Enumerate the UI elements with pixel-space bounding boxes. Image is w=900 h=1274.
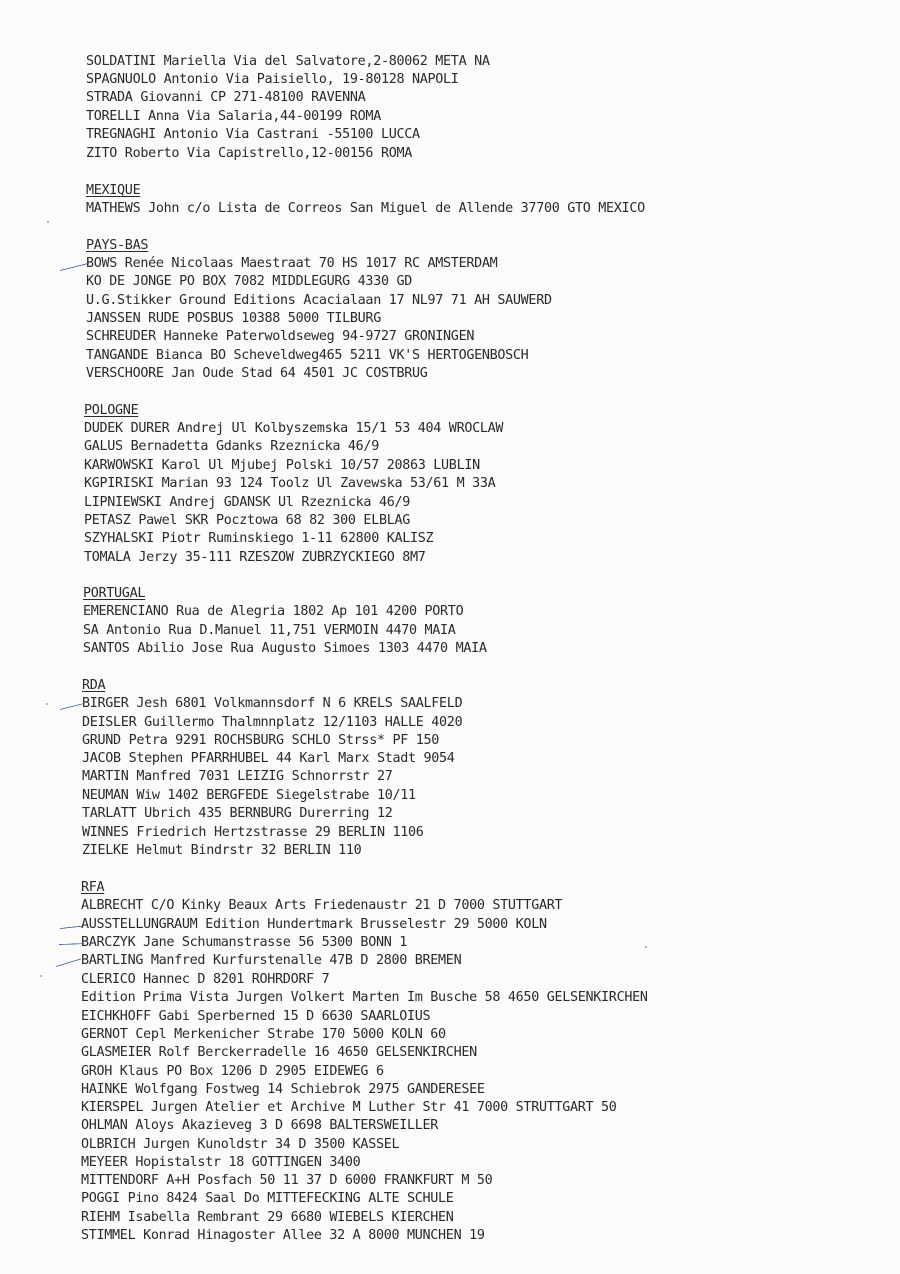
address-entry: TARLATT Ubrich 435 BERNBURG Durerring 12 (82, 806, 393, 821)
address-entry: SZYHALSKI Piotr Ruminskiego 1-11 62800 KALISZ (84, 531, 434, 546)
section-heading-mexique: MEXIQUE (86, 183, 141, 198)
pen-tick-mark (56, 958, 81, 967)
address-entry: GALUS Bernadetta Gdanks Rzeznicka 46/9 (84, 439, 379, 454)
address-entry: WINNES Friedrich Hertzstrasse 29 BERLIN 1106 (82, 825, 424, 840)
section-heading-pologne: POLOGNE (84, 403, 139, 418)
address-entry: PETASZ Pawel SKR Pocztowa 68 82 300 ELBLAG (84, 513, 410, 528)
paper-speck (46, 703, 48, 705)
paper-speck (645, 946, 647, 948)
address-entry: OLBRICH Jurgen Kunoldstr 34 D 3500 KASSEL (81, 1137, 400, 1152)
address-entry: MEYEER Hopistalstr 18 GOTTINGEN 3400 (81, 1155, 361, 1170)
address-entry: TORELLI Anna Via Salaria,44-00199 ROMA (86, 109, 381, 124)
address-entry: LIPNIEWSKI Andrej GDANSK Ul Rzeznicka 46/9 (84, 495, 410, 510)
address-entry: ZIELKE Helmut Bindrstr 32 BERLIN 110 (82, 843, 362, 858)
address-entry: HAINKE Wolfgang Fostweg 14 Schiebrok 2975 GANDERESEE (81, 1082, 485, 1097)
address-entry: GRUND Petra 9291 ROCHSBURG SCHLO Strss* PF 150 (82, 733, 440, 748)
address-entry: GROH Klaus PO Box 1206 D 2905 EIDEWEG 6 (81, 1064, 384, 1079)
address-entry: TOMALA Jerzy 35-111 RZESZOW ZUBRZYCKIEGO 8M7 (84, 550, 426, 565)
address-entry: STIMMEL Konrad Hinagoster Allee 32 A 8000 MUNCHEN 19 (81, 1228, 485, 1243)
pen-tick-mark (60, 703, 84, 710)
address-entry: SA Antonio Rua D.Manuel 11,751 VERMOIN 4470 MAIA (83, 623, 456, 638)
address-entry: JACOB Stephen PFARRHUBEL 44 Karl Marx Stadt 9054 (82, 751, 455, 766)
address-entry: SPAGNUOLO Antonio Via Paisiello, 19-80128 NAPOLI (86, 72, 459, 87)
address-entry: EICHKHOFF Gabi Sperberned 15 D 6630 SAARLOIUS (81, 1009, 431, 1024)
section-heading-pays-bas: PAYS-BAS (86, 238, 149, 253)
address-entry: SCHREUDER Hanneke Paterwoldseweg 94-9727 GRONINGEN (86, 329, 475, 344)
address-entry: KARWOWSKI Karol Ul Mjubej Polski 10/57 20863 LUBLIN (84, 458, 480, 473)
address-entry: SANTOS Abilio Jose Rua Augusto Simoes 1303 4470 MAIA (83, 641, 487, 656)
address-entry: ZITO Roberto Via Capistrello,12-00156 ROMA (86, 146, 412, 161)
address-entry: MITTENDORF A+H Posfach 50 11 37 D 6000 FRANKFURT M 50 (81, 1173, 493, 1188)
address-entry: KO DE JONGE PO BOX 7082 MIDDLEGURG 4330 GD (86, 274, 412, 289)
address-entry: DEISLER Guillermo Thalmnnplatz 12/1103 HALLE 4020 (82, 715, 463, 730)
address-entry: AUSSTELLUNGRAUM Edition Hundertmark Brusselestr 29 5000 KOLN (81, 917, 547, 932)
address-entry: BIRGER Jesh 6801 Volkmannsdorf N 6 KRELS SAALFELD (82, 696, 463, 711)
paper-speck (40, 975, 42, 977)
address-entry: TREGNAGHI Antonio Via Castrani -55100 LUCCA (86, 127, 420, 142)
address-entry: BOWS Renée Nicolaas Maestraat 70 HS 1017 RC AMSTERDAM (86, 256, 498, 271)
address-entry: RIEHM Isabella Rembrant 29 6680 WIEBELS KIERCHEN (81, 1210, 454, 1225)
address-entry: KIERSPEL Jurgen Atelier et Archive M Luther Str 41 7000 STRUTTGART 50 (81, 1100, 617, 1115)
address-entry: NEUMAN Wiw 1402 BERGFEDE Siegelstrabe 10/11 (82, 788, 416, 803)
pen-tick-mark (60, 263, 89, 271)
address-entry: Edition Prima Vista Jurgen Volkert Marten Im Busche 58 4650 GELSENKIRCHEN (81, 990, 648, 1005)
address-entry: ALBRECHT C/O Kinky Beaux Arts Friedenaustr 21 D 7000 STUTTGART (81, 898, 563, 913)
paper-speck (47, 221, 49, 223)
address-entry: OHLMAN Aloys Akazieveg 3 D 6698 BALTERSWEILLER (81, 1118, 439, 1133)
address-entry: SOLDATINI Mariella Via del Salvatore,2-80062 META NA (86, 54, 490, 69)
address-entry: MATHEWS John c/o Lista de Correos San Miguel de Allende 37700 GTO MEXICO (86, 201, 645, 216)
address-entry: CLERICO Hannec D 8201 ROHRDORF 7 (81, 972, 330, 987)
address-entry: POGGI Pino 8424 Saal Do MITTEFECKING ALTE SCHULE (81, 1191, 454, 1206)
address-entry: TANGANDE Bianca BO Scheveldweg465 5211 VK'S HERTOGENBOSCH (86, 348, 529, 363)
address-entry: STRADA Giovanni CP 271-48100 RAVENNA (86, 90, 366, 105)
address-entry: VERSCHOORE Jan Oude Stad 64 4501 JC COSTBRUG (86, 366, 428, 381)
address-entry: EMERENCIANO Rua de Alegria 1802 Ap 101 4200 PORTO (83, 604, 464, 619)
address-entry: JANSSEN RUDE POSBUS 10388 5000 TILBURG (86, 311, 381, 326)
section-heading-rfa: RFA (81, 880, 105, 895)
address-entry: GERNOT Cepl Merkenicher Strabe 170 5000 KOLN 60 (81, 1027, 446, 1042)
address-entry: BARCZYK Jane Schumanstrasse 56 5300 BONN 1 (81, 935, 407, 950)
address-entry: GLASMEIER Rolf Berckerradelle 16 4650 GELSENKIRCHEN (81, 1045, 477, 1060)
address-entry: KGPIRISKI Marian 93 124 Toolz Ul Zavewska 53/61 M 33A (84, 476, 496, 491)
address-entry: MARTIN Manfred 7031 LEIZIG Schnorrstr 27 (82, 769, 393, 784)
address-entry: DUDEK DURER Andrej Ul Kolbyszemska 15/1 53 404 WROCLAW (84, 421, 504, 436)
address-entry: BARTLING Manfred Kurfurstenalle 47B D 2800 BREMEN (81, 953, 462, 968)
section-heading-portugal: PORTUGAL (83, 586, 146, 601)
section-heading-rda: RDA (82, 678, 106, 693)
address-entry: U.G.Stikker Ground Editions Acacialaan 17 NL97 71 AH SAUWERD (86, 293, 552, 308)
